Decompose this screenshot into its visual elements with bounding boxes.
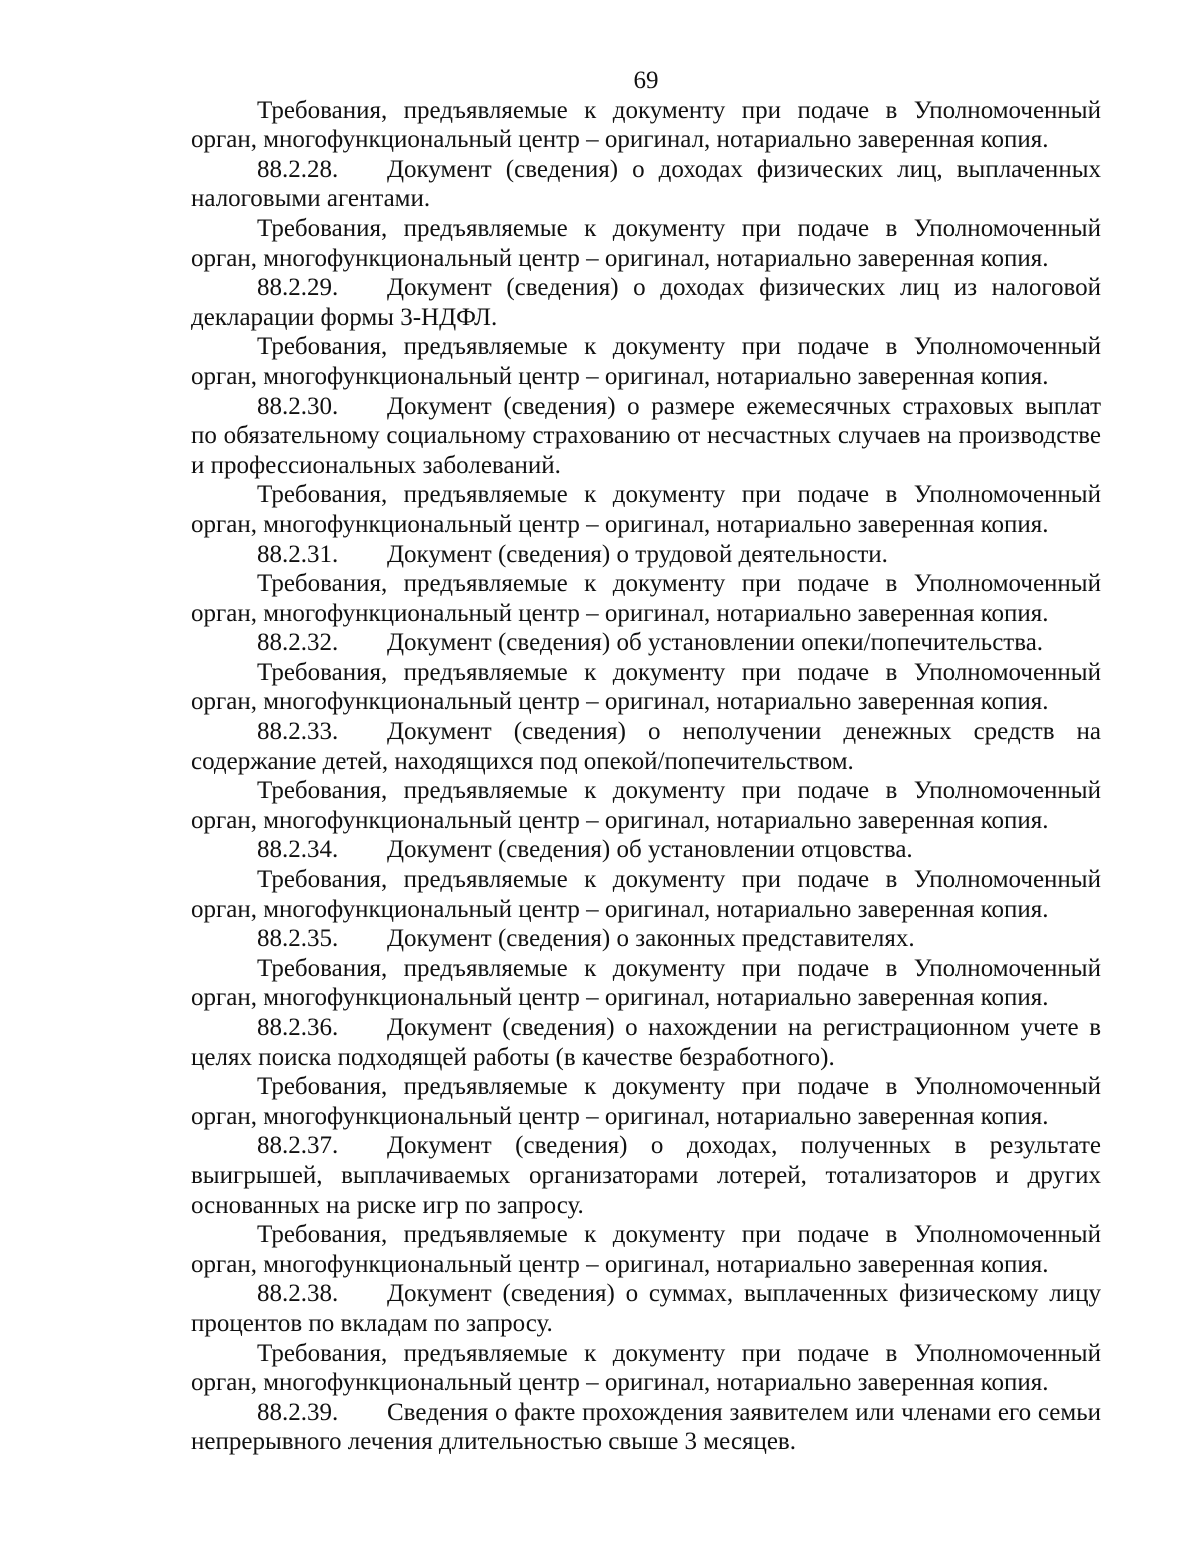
item-text: Документ (сведения) о законных представителях.	[387, 925, 915, 953]
item-text: Документ (сведения) об установлении опеки/попечительства.	[387, 629, 1044, 657]
page-number: 69	[633, 67, 659, 94]
document-item	[191, 392, 1101, 481]
requirement-text: Требования, предъявляемые к документу при подаче в Уполномоченный орган, многофункциональный центр – оригинал, нотариально заверенная копия.	[191, 333, 1101, 390]
item-number: 88.2.31.	[257, 540, 339, 568]
item-number: 88.2.29.	[257, 274, 339, 302]
document-item	[191, 924, 1101, 954]
item-text: Документ (сведения) о доходах, полученных в результате выигрышей, выплачиваемых организаторами лотерей, тотализаторов и других основанных на риске игр по запросу.	[191, 1132, 1101, 1219]
item-number: 88.2.30.	[257, 392, 339, 420]
document-item	[191, 273, 1101, 332]
item-text: Документ (сведения) о неполучении денежных средств на содержание детей, находящихся под опекой/попечительством.	[191, 718, 1101, 775]
item-text: Документ (сведения) о доходах физических лиц, выплаченных налоговыми агентами.	[191, 155, 1101, 213]
item-number: 88.2.32.	[257, 629, 339, 657]
item-number: 88.2.34.	[257, 836, 339, 864]
requirement-text: Требования, предъявляемые к документу при подаче в Уполномоченный орган, многофункциональный центр – оригинал, нотариально заверенная копия.	[191, 1073, 1101, 1130]
item-text: Сведения о факте прохождения заявителем или членами его семьи непрерывного лечения длительностью свыше 3 месяцев.	[191, 1398, 1101, 1456]
requirement-text: Требования, предъявляемые к документу при подаче в Уполномоченный орган, многофункциональный центр – оригинал, нотариально заверенная копия.	[191, 96, 1101, 154]
requirement-text: Требования, предъявляемые к документу при подаче в Уполномоченный орган, многофункциональный центр – оригинал, нотариально заверенная копия.	[191, 866, 1101, 923]
document-body	[191, 96, 1101, 1457]
document-item	[191, 628, 1101, 658]
requirement-text: Требования, предъявляемые к документу при подаче в Уполномоченный орган, многофункциональный центр – оригинал, нотариально заверенная копия.	[191, 1339, 1101, 1397]
requirement-text: Требования, предъявляемые к документу при подаче в Уполномоченный орган, многофункциональный центр – оригинал, нотариально заверенная копия.	[191, 658, 1101, 716]
requirement-text: Требования, предъявляемые к документу при подаче в Уполномоченный орган, многофункциональный центр – оригинал, нотариально заверенная копия.	[191, 777, 1101, 834]
document-item	[191, 1398, 1101, 1457]
item-text: Документ (сведения) о нахождении на регистрационном учете в целях поиска подходящей работы (в качестве безработного).	[191, 1014, 1101, 1071]
item-number: 88.2.35.	[257, 925, 339, 953]
item-text: Документ (сведения) о размере ежемесячных страховых выплат по обязательному социальному страхованию от несчастных случаев на производстве и профессиональных заболеваний.	[191, 392, 1101, 479]
document-item	[191, 717, 1101, 776]
requirement-text: Требования, предъявляемые к документу при подаче в Уполномоченный орган, многофункциональный центр – оригинал, нотариально заверенная копия.	[191, 954, 1101, 1012]
item-number: 88.2.28.	[257, 155, 339, 183]
item-text: Документ (сведения) об установлении отцовства.	[387, 836, 913, 864]
item-number: 88.2.36.	[257, 1014, 339, 1041]
item-text: Документ (сведения) о трудовой деятельности.	[387, 540, 888, 568]
document-item	[191, 1013, 1101, 1072]
requirement-text: Требования, предъявляемые к документу при подаче в Уполномоченный орган, многофункциональный центр – оригинал, нотариально заверенная копия.	[191, 214, 1101, 272]
item-number: 88.2.38.	[257, 1280, 339, 1308]
requirement-text: Требования, предъявляемые к документу при подаче в Уполномоченный орган, многофункциональный центр – оригинал, нотариально заверенная копия.	[191, 1221, 1101, 1278]
document-item	[191, 1279, 1101, 1338]
document-item	[191, 1131, 1101, 1220]
item-number: 88.2.33.	[257, 718, 339, 746]
item-text: Документ (сведения) о доходах физических лиц из налоговой декларации формы 3-НДФЛ.	[191, 274, 1101, 331]
document-item	[191, 155, 1101, 214]
document-item	[191, 835, 1101, 865]
requirement-text: Требования, предъявляемые к документу при подаче в Уполномоченный орган, многофункциональный центр – оригинал, нотариально заверенная копия.	[191, 481, 1101, 538]
item-number: 88.2.37.	[257, 1132, 339, 1160]
item-text: Документ (сведения) о суммах, выплаченных физическому лицу процентов по вкладам по запросу.	[191, 1280, 1101, 1337]
requirement-text: Требования, предъявляемые к документу при подаче в Уполномоченный орган, многофункциональный центр – оригинал, нотариально заверенная копия.	[191, 570, 1101, 627]
document-item	[191, 540, 1101, 570]
item-number: 88.2.39.	[257, 1398, 339, 1426]
document-page	[191, 66, 1101, 1457]
